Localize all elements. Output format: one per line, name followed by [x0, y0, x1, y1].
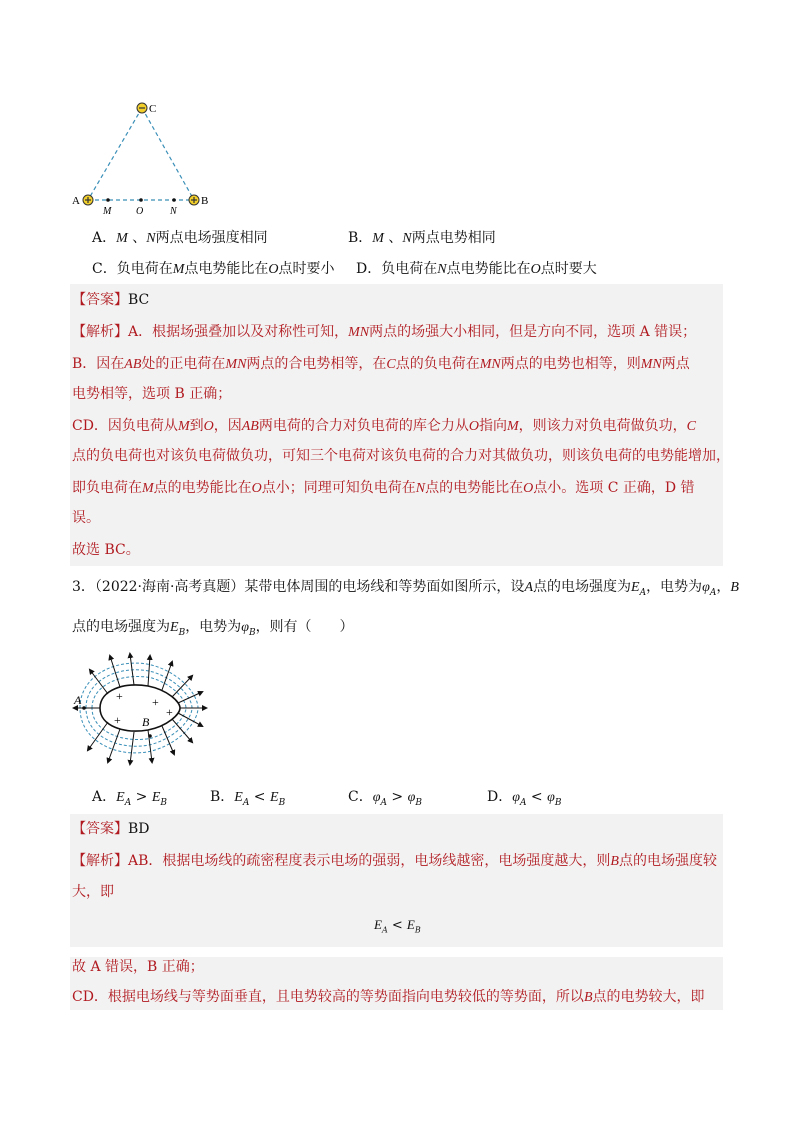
q3-solution-gap [70, 947, 723, 957]
label-m: M [103, 206, 112, 217]
label-b: B [201, 195, 209, 207]
plus-sign: + [152, 695, 159, 709]
label-c: C [149, 103, 157, 115]
q3-solution-block [70, 814, 723, 1010]
field-label-a: A [74, 693, 82, 707]
q3-analysis-line-3: 故 A 错误，B 正确； [72, 959, 204, 975]
q2-analysis-line-3: 电势相等，选项 B 正确； [72, 386, 232, 402]
q3-stem-line-2: 点的电场强度为$E_B$，电势为$\varphi_B$，则有（ ） [72, 619, 354, 638]
q2-analysis-line-7: 误。 [72, 510, 100, 526]
q3-analysis-line-2: 大，即 [72, 884, 114, 900]
plus-sign: + [116, 689, 123, 703]
q2-analysis-line-1: 【解析】A．根据场强叠加以及对称性可知，MN两点的场强大小相同，但是方向不同，选项 A 错误； [72, 324, 697, 340]
plus-sign: + [114, 713, 121, 727]
q2-analysis-line-4: CD．因负电荷从M到O，因AB两电荷的合力对负电荷的库仑力从O指向M，则该力对负电荷做负功，C [72, 418, 696, 434]
field-lines-figure [68, 650, 210, 768]
q2-analysis-line-6: 即负电荷在M点的电势能比在O点小；同理可知负电荷在N点的电势能比在O点小。选项 C 正确，D 错 [72, 480, 695, 496]
q2-option-c[interactable]: C．负电荷在M点电势能比在O点时要小 [92, 261, 335, 277]
q2-answer: 【答案】BC [72, 292, 150, 308]
q3-option-b[interactable]: B．$E_A < E_B$ [210, 789, 286, 808]
label-n: N [170, 206, 177, 217]
plus-sign: + [166, 705, 173, 719]
q3-answer: 【答案】BD [72, 821, 150, 837]
q3-analysis-line-4: CD．根据电场线与等势面垂直，且电势较高的等势面指向电势较低的等势面，所以B点的电势较大，即 [72, 989, 705, 1005]
positive-charge-a [83, 195, 93, 205]
triangle-charge-figure [66, 96, 216, 218]
label-o: O [136, 206, 144, 217]
q2-analysis-line-5: 点的负电荷也对该负电荷做负功，可知三个电荷对该负电荷的合力对其做负功，则该负电荷的电势能增加， [72, 448, 730, 464]
q3-analysis-line-1: 【解析】AB．根据电场线的疏密程度表示电场的强弱，电场线越密，电场强度越大，则B点的电场强度较 [72, 853, 717, 869]
q2-analysis-line-8: 故选 BC。 [72, 542, 140, 558]
label-a: A [72, 195, 80, 207]
q3-option-c[interactable]: C．$\varphi_A > \varphi_B$ [348, 789, 422, 808]
field-label-b: B [142, 715, 150, 729]
q3-option-d[interactable]: D．$\varphi_A < \varphi_B$ [487, 789, 562, 808]
q3-stem-line-1: 3．（2022·海南·高考真题）某带电体周围的电场线和等势面如图所示，设A点的电场强度为$E_A$，电势为$\varphi_A$，B [72, 579, 739, 598]
negative-charge-c [137, 103, 147, 113]
q2-option-a[interactable]: A．M 、N两点电场强度相同 [92, 230, 268, 246]
q2-option-d[interactable]: D．负电荷在N点电势能比在O点时要大 [356, 261, 597, 277]
q2-option-b[interactable]: B．M 、N两点电势相同 [348, 230, 496, 246]
positive-charge-b [189, 195, 199, 205]
q3-analysis-equation: $E_A < E_B$ [374, 917, 421, 935]
q2-analysis-line-2: B．因在AB处的正电荷在MN两点的合电势相等，在C点的负电荷在MN两点的电势也相等，则MN两点 [72, 356, 690, 372]
q3-option-a[interactable]: A．$E_A > E_B$ [92, 789, 168, 808]
